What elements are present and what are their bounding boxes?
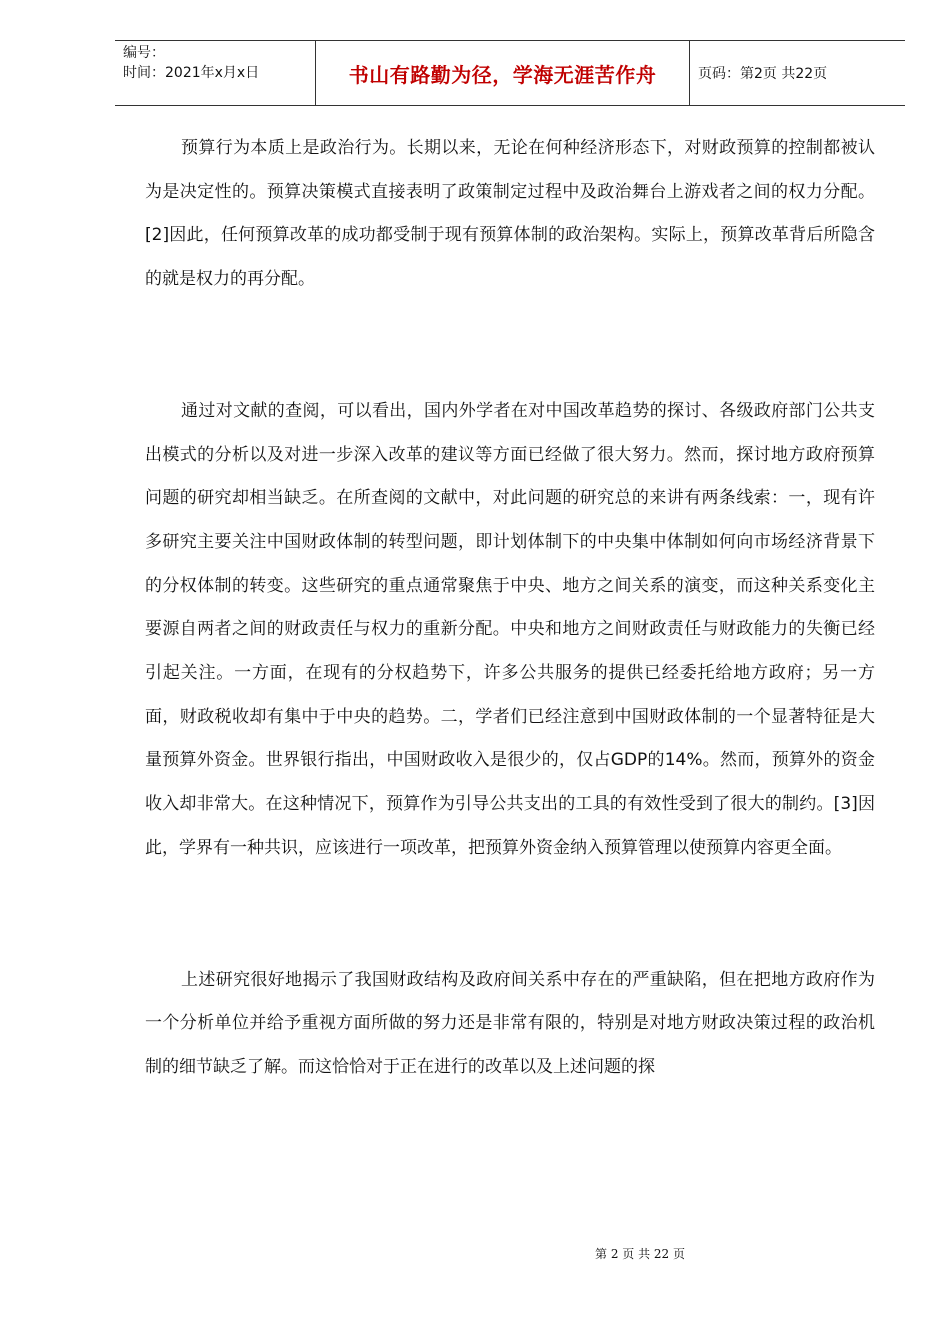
document-number-label: 编号： [123, 45, 165, 61]
document-body [145, 127, 875, 1090]
paragraph-spacer [145, 871, 875, 959]
body-paragraph-2: 通过对文献的查阅，可以看出，国内外学者在对中国改革趋势的探讨、各级政府部门公共支出模式的分析以及对进一步深入改革的建议等方面已经做了很大努力。然而，探讨地方政府预算问题的研究却相当缺乏。在所查阅的文献中，对此问题的研究总的来讲有两条线索：一，现有许多研究主要关注中国财政体制的转型问题，即计划体制下的中央集中体制如何向市场经济背景下的分权体制的转变。这些研究的重点通常聚焦于中央、地方之间关系的演变，而这种关系变化主要源自两者之间的财政责任与权力的重新分配。中央和地方之间财政责任与财政能力的失衡已经引起关注。一方面，在现有的分权趋势下，许多公共服务的提供已经委托给地方政府；另一方面，财政税收却有集中于中央的趋势。二，学者们已经注意到中国财政体制的一个显著特征是大量预算外资金。世界银行指出，中国财政收入是很少的，仅占GDP的14%。然而，预算外的资金收入却非常大。在这种情况下，预算作为引导公共支出的工具的有效性受到了很大的制约。[3]因此，学界有一种共识，应该进行一项改革，把预算外资金纳入预算管理以使预算内容更全面。 [145, 400, 875, 858]
paragraph-spacer [145, 302, 875, 390]
body-paragraph-3: 上述研究很好地揭示了我国财政结构及政府间关系中存在的严重缺陷，但在把地方政府作为一个分析单位并给予重视方面所做的努力还是非常有限的，特别是对地方财政决策过程的政治机制的细节缺乏了解。而这恰恰对于正在进行的改革以及上述问题的探 [145, 969, 875, 1077]
header-motto: 书山有路勤为径，学海无涯苦作舟 [316, 41, 690, 105]
page-header [115, 40, 905, 106]
document-time-label: 时间：2021年x月x日 [123, 65, 260, 81]
body-paragraph-1: 预算行为本质上是政治行为。长期以来，无论在何种经济形态下，对财政预算的控制都被认为是决定性的。预算决策模式直接表明了政策制定过程中及政治舞台上游戏者之间的权力分配。[2]因此，任何预算改革的成功都受制于现有预算体制的政治架构。实际上，预算改革背后所隐含的就是权力的再分配。 [145, 138, 875, 290]
page-footer: 第 2 页 共 22 页 [595, 1247, 685, 1261]
header-page-info: 页码：第2页 共22页 [698, 66, 828, 82]
header-meta [115, 41, 316, 105]
